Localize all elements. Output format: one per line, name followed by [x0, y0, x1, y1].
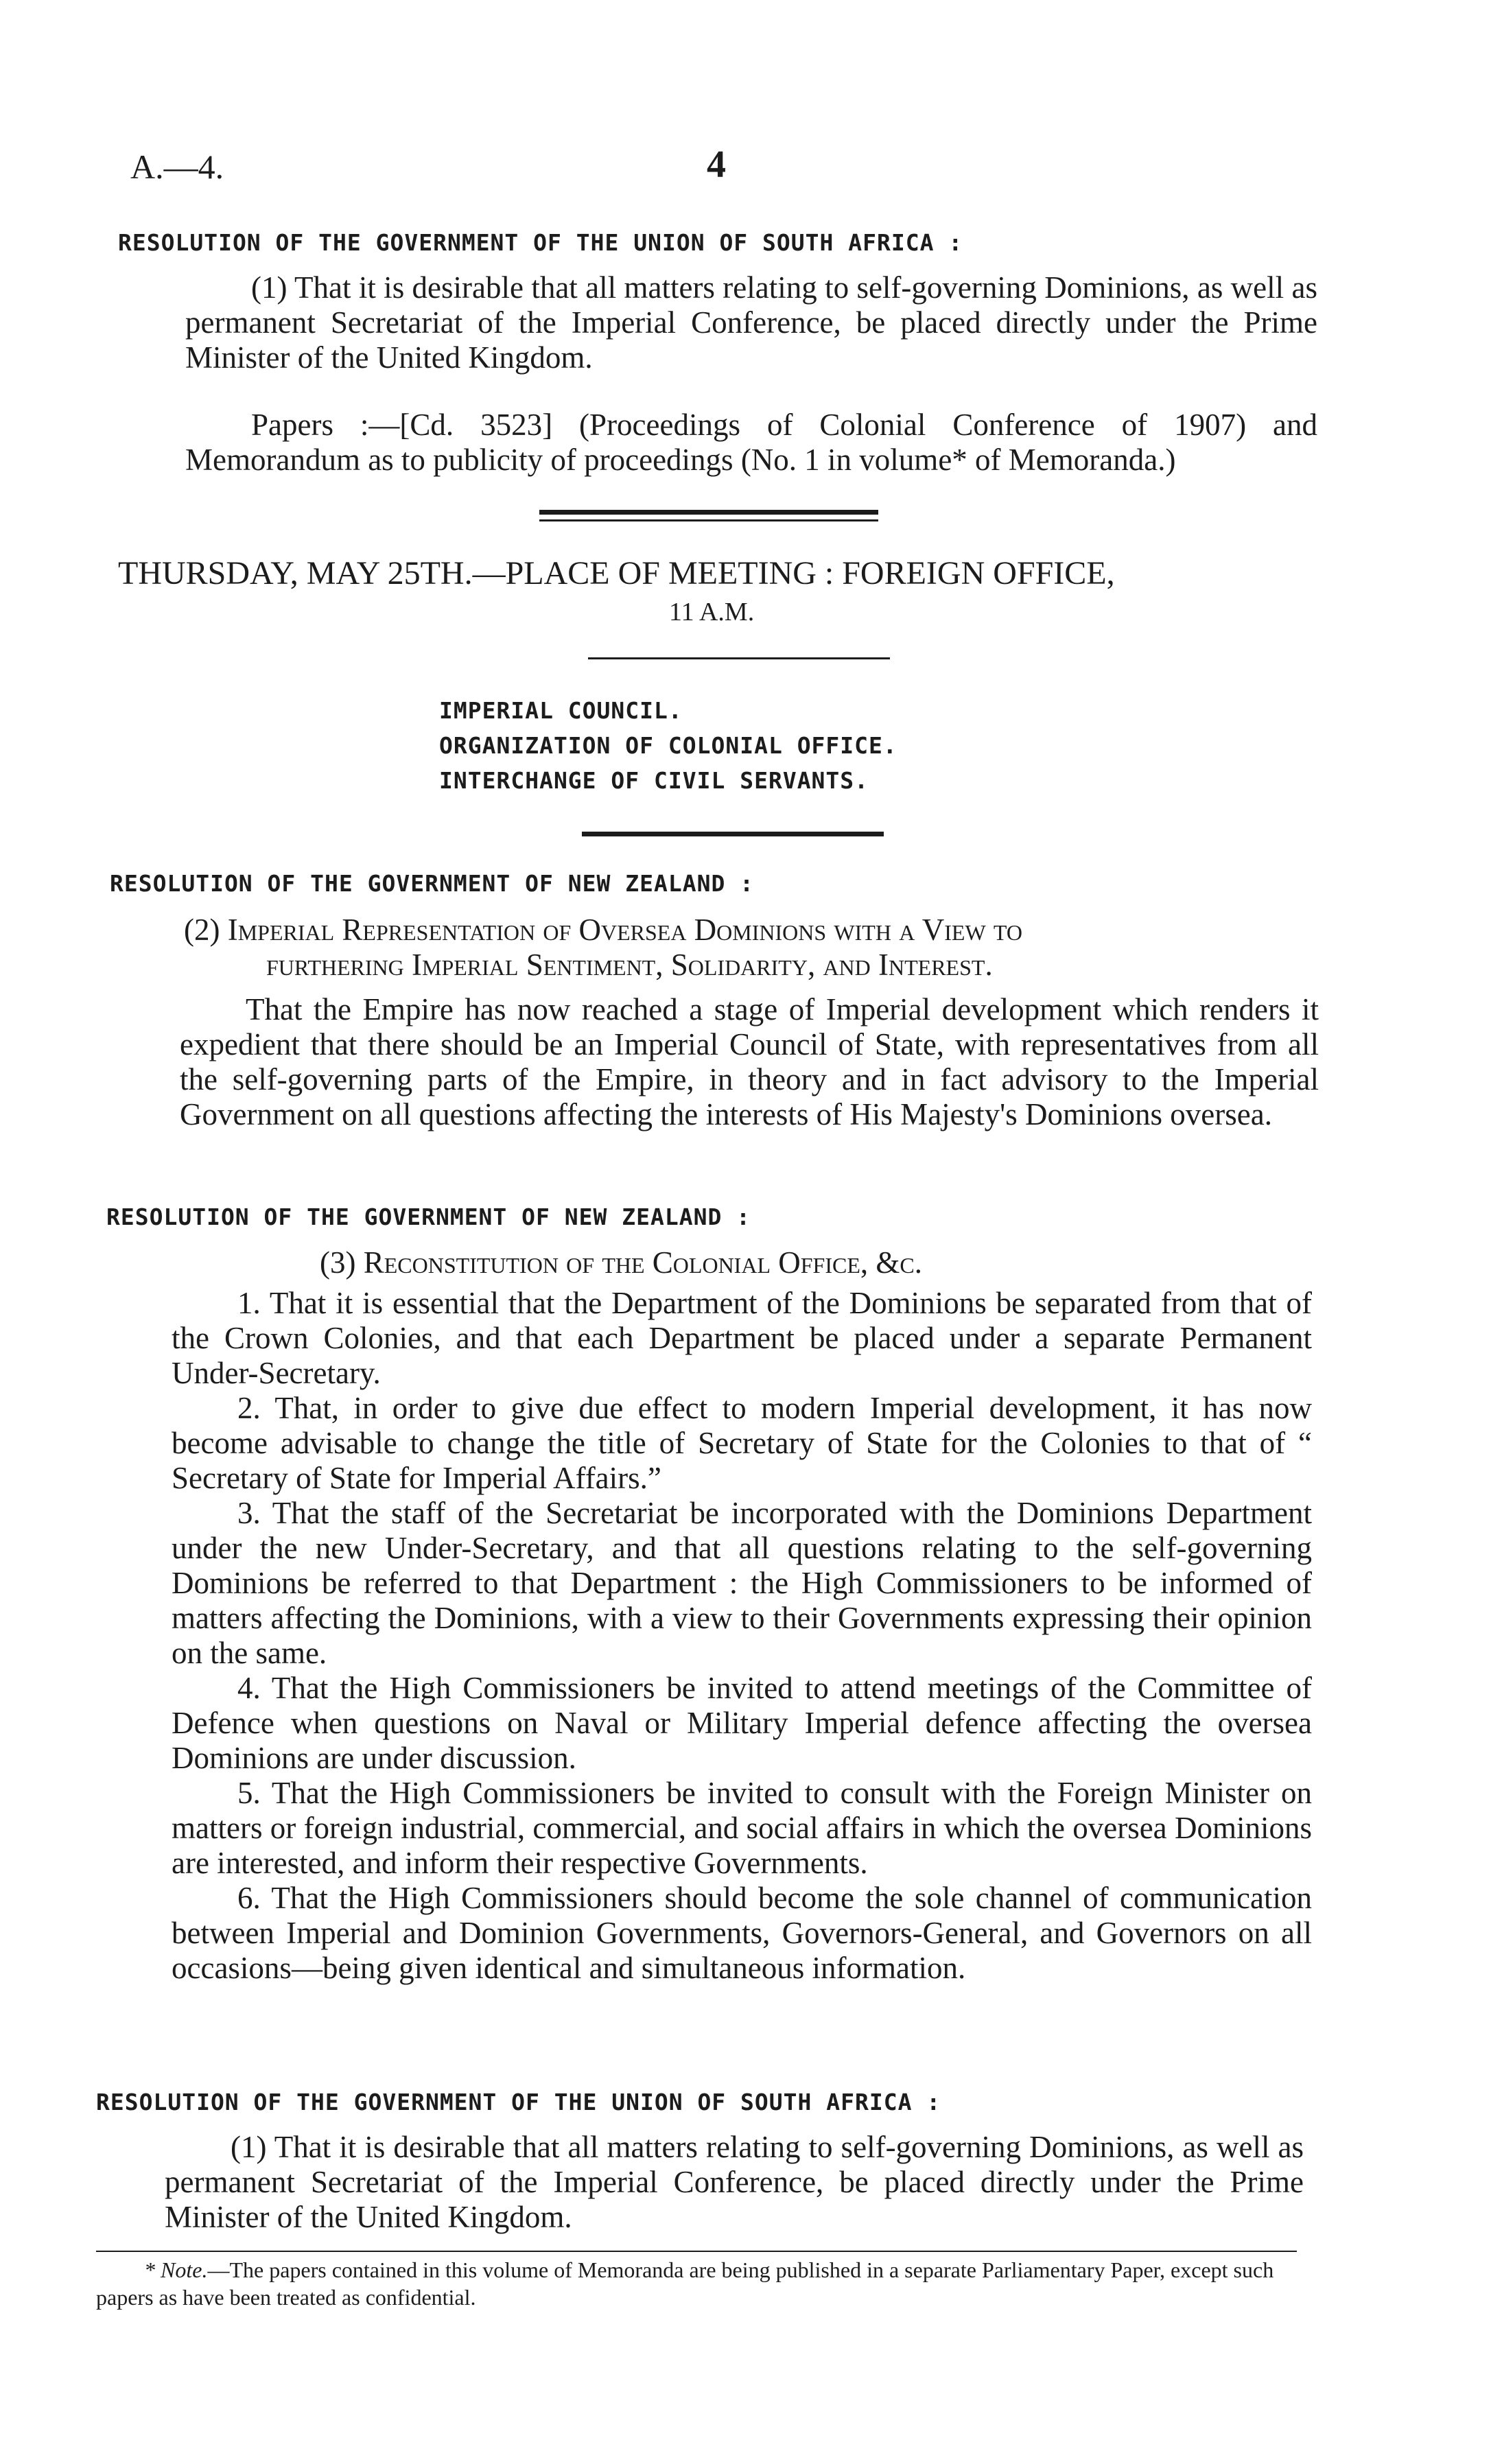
- agenda-item: INTERCHANGE OF CIVIL SERVANTS.: [439, 767, 869, 794]
- footnote-marker: * Note.: [144, 2257, 208, 2282]
- resolution-text: [185, 270, 1317, 375]
- resolution-subtitle: furthering Imperial Sentiment, Solidarity, and Interest.: [266, 948, 993, 982]
- papers-note: [185, 408, 1317, 478]
- resolution-text: [180, 992, 1319, 1132]
- footnote-text: —The papers contained in this volume of Memoranda are being published in a separate Parliamentary Paper, except such papers as have been treated as confidential.: [96, 2257, 1274, 2310]
- resolution-item: 4. That the High Commissioners be invited to attend meetings of the Committee of Defence when questions on Naval or Military Imperial defence affecting the oversea Dominions are under discussion.: [172, 1671, 1312, 1775]
- section-heading-south-africa: RESOLUTION OF THE GOVERNMENT OF THE UNION OF SOUTH AFRICA :: [96, 2089, 941, 2115]
- section-heading-new-zealand: RESOLUTION OF THE GOVERNMENT OF NEW ZEALAND :: [110, 870, 755, 897]
- page-reference: A.—4.: [130, 148, 224, 186]
- resolution-items: [172, 1286, 1312, 1986]
- footnote: [96, 2256, 1304, 2311]
- divider-rule: [539, 510, 878, 515]
- resolution-paragraph: That the Empire has now reached a stage of Imperial development which renders it expedient that there should be an Imperial Council of State, with representatives from all the self-governing parts of the Empire, in theory and in fact advisory to the Imperial Government on all questions affecting the interests of His Majesty's Dominions oversea.: [180, 992, 1319, 1131]
- resolution-item: 3. That the staff of the Secretariat be incorporated with the Dominions Department under the new Under-Secretary, and that all questions relating to the self-governing Dominions be referred to that Department : the High Commissioners to be informed of matters affecting the Dominions, with a view to their Governments expressing their opinion on the same.: [172, 1496, 1312, 1670]
- resolution-item: 6. That the High Commissioners should become the sole channel of communication between Imperial and Dominion Governments, Governors-General, and Governors on all occasions—being given identical and simultaneous information.: [172, 1881, 1312, 1985]
- meeting-time: 11 A.M.: [669, 598, 755, 626]
- page-number: 4: [707, 143, 726, 186]
- resolution-item: 1. That it is essential that the Department of the Dominions be separated from that of the Crown Colonies, and that each Department be placed under a separate Permanent Under-Secretary.: [172, 1286, 1312, 1390]
- agenda-item: IMPERIAL COUNCIL.: [439, 697, 683, 724]
- section-heading-new-zealand: RESOLUTION OF THE GOVERNMENT OF NEW ZEALAND :: [106, 1204, 751, 1230]
- resolution-paragraph: (1) That it is desirable that all matters relating to self-governing Dominions, as well as permanent Secretariat of the Imperial Conference, be placed directly under the Prime Minister of the United Kingdom.: [185, 270, 1317, 375]
- resolution-paragraph: (1) That it is desirable that all matters relating to self-governing Dominions, as well as permanent Secretariat of the Imperial Conference, be placed directly under the Prime Minister of the United Kingdom.: [165, 2130, 1304, 2234]
- resolution-text: [165, 2130, 1304, 2235]
- resolution-subtitle: (3) Reconstitution of the Colonial Office, &c.: [320, 1245, 922, 1280]
- divider-rule: [539, 519, 878, 521]
- agenda-item: ORGANIZATION OF COLONIAL OFFICE.: [439, 732, 897, 759]
- resolution-item: 2. That, in order to give due effect to modern Imperial development, it has now become advisable to change the title of Secretary of State for the Colonies to that of “ Secretary of State for Imperial Affairs.”: [172, 1391, 1312, 1495]
- agenda-list: [439, 693, 897, 798]
- divider-rule: [582, 832, 884, 836]
- papers-paragraph: Papers :—[Cd. 3523] (Proceedings of Colonial Conference of 1907) and Memorandum as to publicity of proceedings (No. 1 in volume* of Memoranda.): [185, 408, 1317, 477]
- section-heading-south-africa: RESOLUTION OF THE GOVERNMENT OF THE UNION OF SOUTH AFRICA :: [118, 229, 963, 256]
- divider-rule: [588, 657, 890, 659]
- resolution-subtitle: (2) Imperial Representation of Oversea Dominions with a View to: [184, 913, 1022, 947]
- footnote-rule: [96, 2251, 1297, 2252]
- meeting-header: THURSDAY, MAY 25TH.—PLACE OF MEETING : FOREIGN OFFICE,: [118, 555, 1115, 591]
- resolution-item: 5. That the High Commissioners be invited to consult with the Foreign Minister on matters or foreign industrial, commercial, and social affairs in which the oversea Dominions are interested, and inform their respective Governments.: [172, 1776, 1312, 1880]
